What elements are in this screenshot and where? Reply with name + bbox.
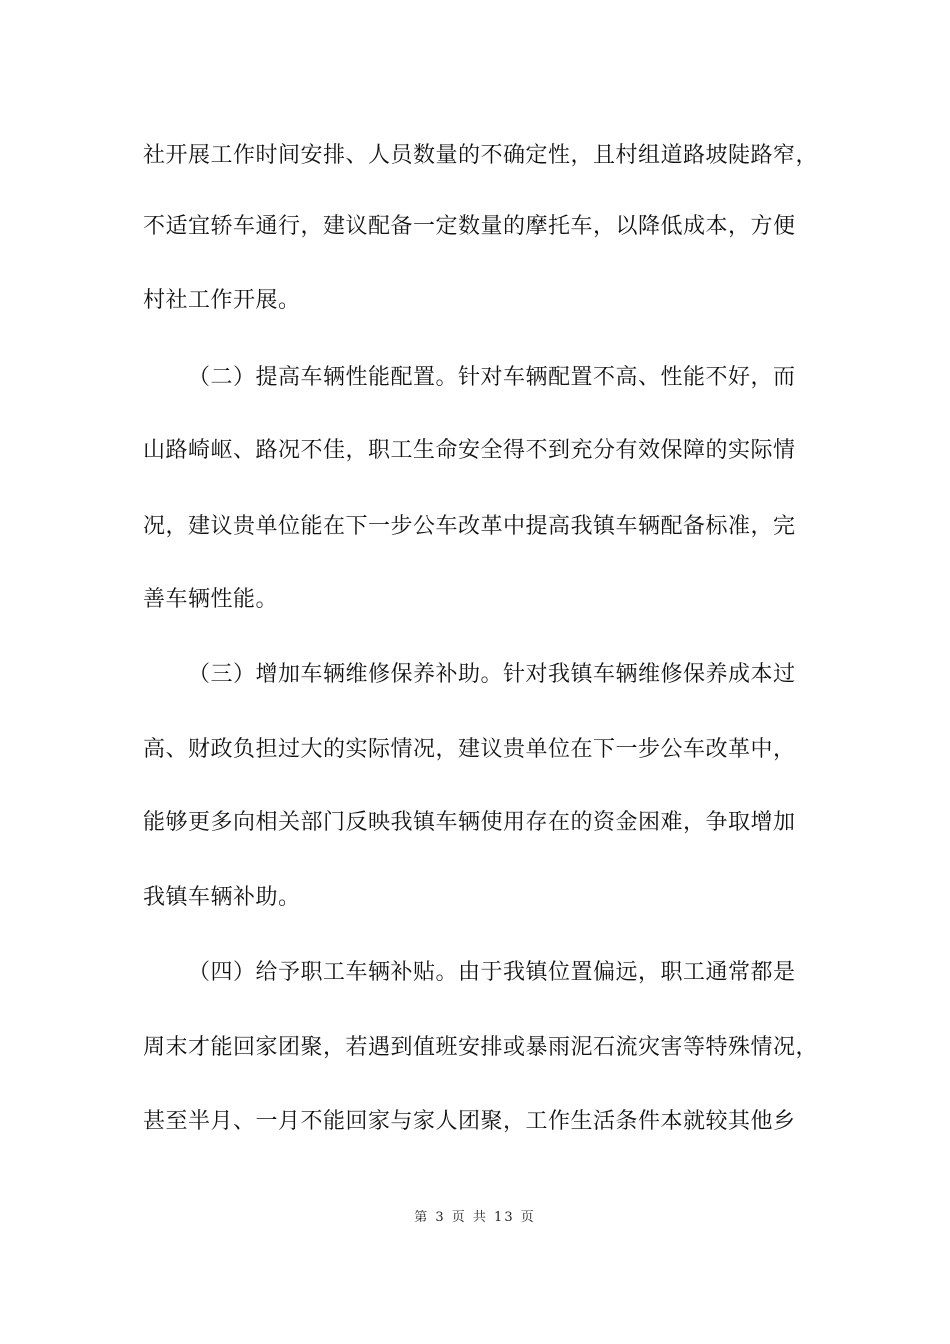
paragraph-line: 不适宜轿车通行，建议配备一定数量的摩托车，以降低成本，方便 bbox=[143, 214, 796, 239]
section-heading-line: （四）给予职工车辆补贴。由于我镇位置偏远，职工通常都是 bbox=[188, 960, 796, 985]
paragraph-line: 村社工作开展。 bbox=[143, 288, 301, 313]
paragraph-line: 甚至半月、一月不能回家与家人团聚，工作生活条件本就较其他乡 bbox=[143, 1109, 796, 1134]
paragraph-line: 周末才能回家团聚，若遇到值班安排或暴雨泥石流灾害等特殊情况， bbox=[143, 1035, 819, 1060]
paragraph-line: 社开展工作时间安排、人员数量的不确定性，且村组道路坡陡路窄， bbox=[143, 143, 819, 168]
paragraph-line: 山路崎岖、路况不佳，职工生命安全得不到充分有效保障的实际情 bbox=[143, 438, 796, 463]
paragraph-line: 况，建议贵单位能在下一步公车改革中提高我镇车辆配备标准，完 bbox=[143, 514, 796, 539]
paragraph-line: 高、财政负担过大的实际情况，建议贵单位在下一步公车改革中， bbox=[143, 737, 796, 762]
page-number-footer: 第 3 页 共 13 页 bbox=[414, 1210, 536, 1225]
paragraph-line: 我镇车辆补助。 bbox=[143, 885, 301, 910]
section-heading-line: （二）提高车辆性能配置。针对车辆配置不高、性能不好，而 bbox=[188, 365, 796, 390]
paragraph-line: 能够更多向相关部门反映我镇车辆使用存在的资金困难，争取增加 bbox=[143, 810, 796, 835]
section-heading-line: （三）增加车辆维修保养补助。针对我镇车辆维修保养成本过 bbox=[188, 662, 796, 687]
paragraph-line: 善车辆性能。 bbox=[143, 587, 279, 612]
